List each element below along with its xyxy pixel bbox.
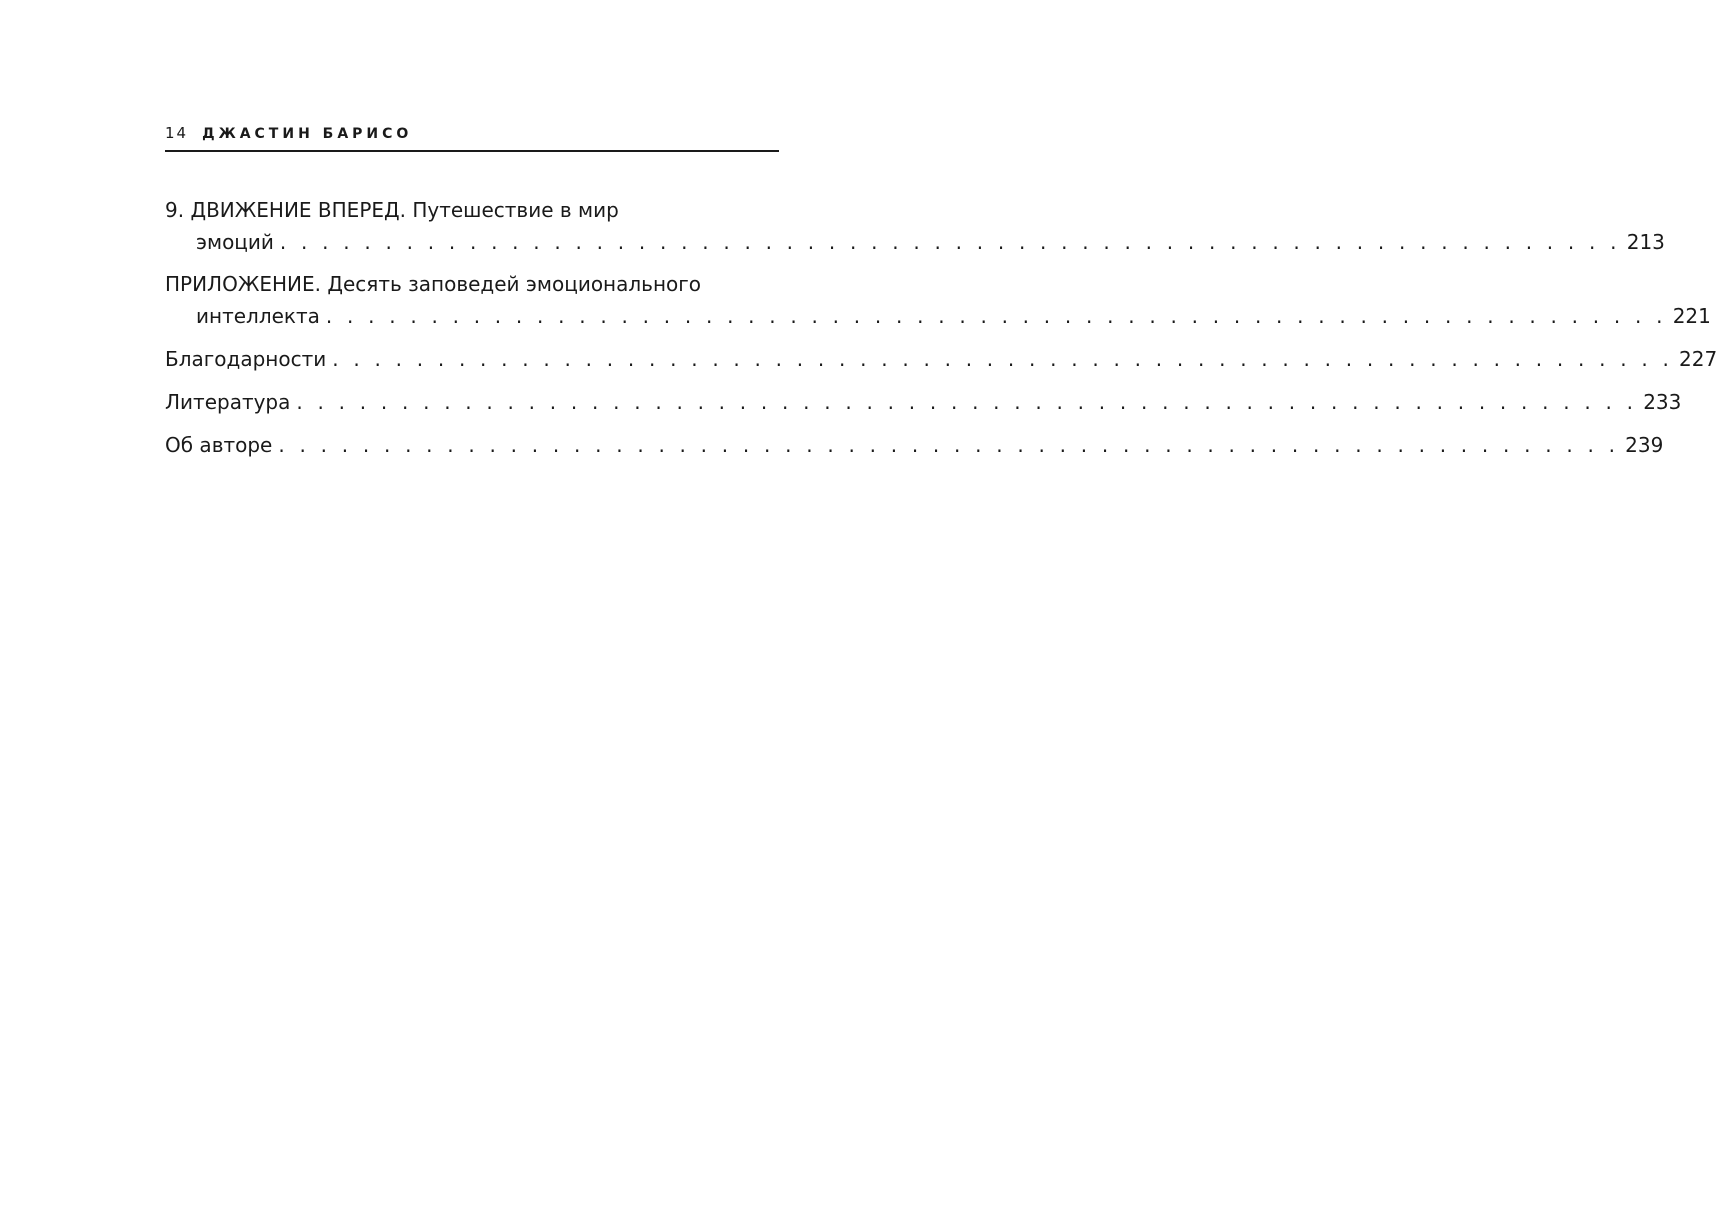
toc-entry (165, 386, 1682, 418)
toc-entry (165, 194, 1665, 258)
running-head (165, 122, 779, 144)
dot-leader: . . . . . . . . . . . . . . . . . . . . . . . . . . . . . . . . . . . . . . . . . . . . . . . . . . . . . . . . . . . . . . . . (279, 230, 1621, 254)
toc-entry-title-continued: интеллекта (196, 304, 320, 328)
toc-entry-page: 221 (1672, 304, 1711, 328)
running-head-author: ДЖАСТИН БАРИСО (202, 126, 413, 142)
header-rule (165, 150, 779, 152)
toc-entry-title: Литература (165, 390, 291, 414)
page-number: 14 (165, 124, 189, 142)
table-of-contents (165, 194, 1717, 461)
dot-leader: . . . . . . . . . . . . . . . . . . . . . . . . . . . . . . . . . . . . . . . . . . . . . . . . . . . . . . . . . . . . . . . . (278, 433, 1620, 457)
toc-entry-page: 233 (1643, 390, 1682, 414)
dot-leader: . . . . . . . . . . . . . . . . . . . . . . . . . . . . . . . . . . . . . . . . . . . . . . . . . . . . . . . . . . . . . . . . (325, 304, 1667, 328)
toc-entry-title: ПРИЛОЖЕНИЕ. Десять заповедей эмоционального (165, 272, 702, 296)
toc-entry-title: Благодарности (165, 347, 327, 371)
toc-entry (165, 343, 1717, 375)
toc-entry (165, 268, 1711, 332)
toc-entry-title: Об авторе (165, 433, 273, 457)
toc-entry-title-continued: эмоций (196, 230, 274, 254)
toc-entry-page: 227 (1679, 347, 1717, 371)
dot-leader: . . . . . . . . . . . . . . . . . . . . . . . . . . . . . . . . . . . . . . . . . . . . . . . . . . . . . . . . . . . . . . . . (296, 390, 1638, 414)
toc-entry-page: 213 (1626, 230, 1665, 254)
dot-leader: . . . . . . . . . . . . . . . . . . . . . . . . . . . . . . . . . . . . . . . . . . . . . . . . . . . . . . . . . . . . . . . . (332, 347, 1674, 371)
toc-entry-title: 9. ДВИЖЕНИЕ ВПЕРЕД. Путешествие в мир (165, 198, 619, 222)
toc-entry (165, 429, 1664, 461)
toc-entry-page: 239 (1625, 433, 1664, 457)
